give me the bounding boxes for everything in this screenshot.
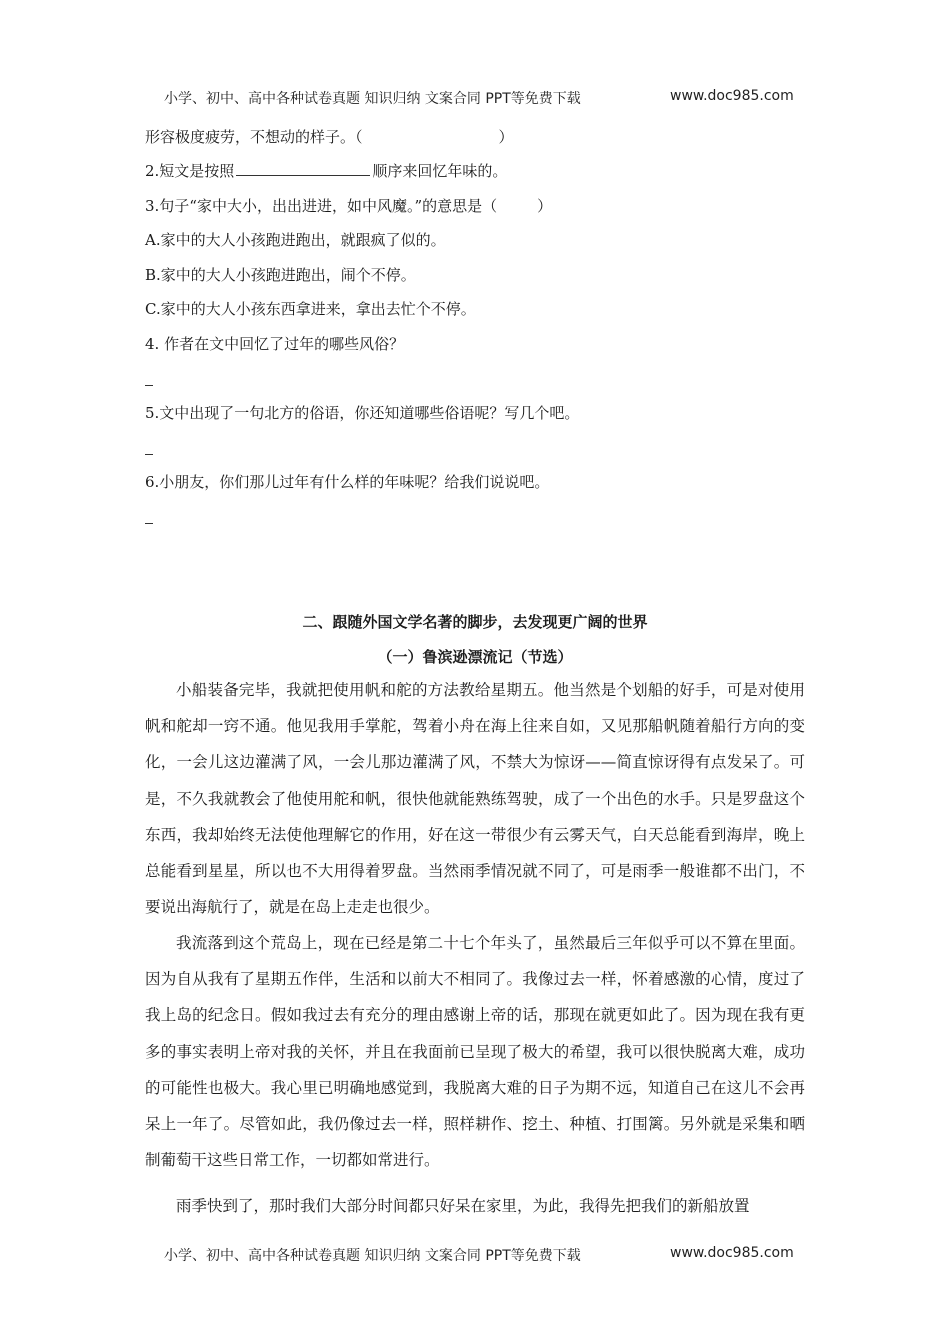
- page-header: [164, 88, 794, 108]
- question-5: 5.文中出现了一句北方的俗语，你还知道哪些俗语呢？写几个吧。: [145, 404, 580, 422]
- option-b: B.家中的大人小孩跑进跑出，闹个不停。: [145, 266, 416, 284]
- option-a: A.家中的大人小孩跑进跑出，就跟疯了似的。: [145, 231, 446, 249]
- page-footer: [164, 1245, 794, 1265]
- section-subtitle: （一）鲁滨逊漂流记（节选）: [377, 648, 573, 666]
- answer-line: [145, 523, 153, 524]
- footer-url[interactable]: www.doc985.com: [670, 1245, 794, 1261]
- passage-paragraph-2: 我流落到这个荒岛上，现在已经是第二十七个年头了，虽然最后三年似乎可以不算在里面。因为自从我有了星期五作伴，生活和以前大不相同了。我像过去一样，怀着感激的心情，度过了我上岛的纪念日。假如我过去有充分的理由感谢上帝的话，那现在就更如此了。因为现在我有更多的事实表明上帝对我的关怀，并且在我面前已呈现了极大的希望，我可以很快脱离大难，成功的可能性也极大。我心里已明确地感觉到，我脱离大难的日子为期不远，知道自己在这儿不会再呆上一年了。尽管如此，我仍像过去一样，照样耕作、挖土、种植、打围篱。另外就是采集和晒制葡萄干这些日常工作，一切都如常进行。: [145, 934, 805, 1170]
- question-4: 4. 作者在文中回忆了过年的哪些风俗？: [145, 335, 405, 353]
- paren-close: ）: [498, 128, 514, 146]
- question-3: [145, 196, 552, 216]
- passage-paragraph-3: 雨季快到了，那时我们大部分时间都只好呆在家里，为此，我得先把我们的新船放置: [176, 1197, 750, 1215]
- footer-text: 小学、初中、高中各种试卷真题 知识归纳 文案合同 PPT等免费下载: [164, 1248, 581, 1264]
- passage-paragraph-1: 小船装备完毕，我就把使用帆和舵的方法教给星期五。他当然是个划船的好手，可是对使用帆和舵却一窍不通。他见我用手掌舵，驾着小舟在海上往来自如，又见那船帆随着船行方向的变化，一会儿这边灌满了风，一会儿那边灌满了风，不禁大为惊讶——简直惊讶得有点发呆了。可是，不久我就教会了他使用舵和帆，很快他就能熟练驾驶，成了一个出色的水手。只是罗盘这个东西，我却始终无法使他理解它的作用，好在这一带很少有云雾天气，白天总能看到海岸，晚上总能看到星星，所以也不大用得着罗盘。当然雨季情况就不同了，可是雨季一般谁都不出门，不要说出海航行了，就是在岛上走走也很少。: [145, 681, 805, 917]
- header-text: 小学、初中、高中各种试卷真题 知识归纳 文案合同 PPT等免费下载: [164, 91, 581, 107]
- answer-line: [145, 385, 153, 386]
- header-url[interactable]: www.doc985.com: [670, 88, 794, 104]
- answer-line: [145, 454, 153, 455]
- fill-blank-line: [236, 161, 370, 176]
- option-c: C.家中的大人小孩东西拿进来，拿出去忙个不停。: [145, 300, 476, 318]
- section-title: 二、跟随外国文学名著的脚步，去发现更广阔的世界: [302, 613, 648, 631]
- question-3-text: 3.句子“家中大小，出出进进，如中风魔。”的意思是（: [145, 197, 498, 215]
- question-2-after: 顺序来回忆年味的。: [372, 162, 508, 180]
- question-2-before: 2.短文是按照: [145, 162, 235, 180]
- question-1-text: 形容极度疲劳，不想动的样子。（: [145, 128, 363, 146]
- question-2: [145, 161, 507, 181]
- question-6: 6.小朋友，你们那儿过年有什么样的年味呢？给我们说说吧。: [145, 473, 550, 491]
- question-line-1: [145, 127, 514, 147]
- paren-close: ）: [537, 197, 553, 215]
